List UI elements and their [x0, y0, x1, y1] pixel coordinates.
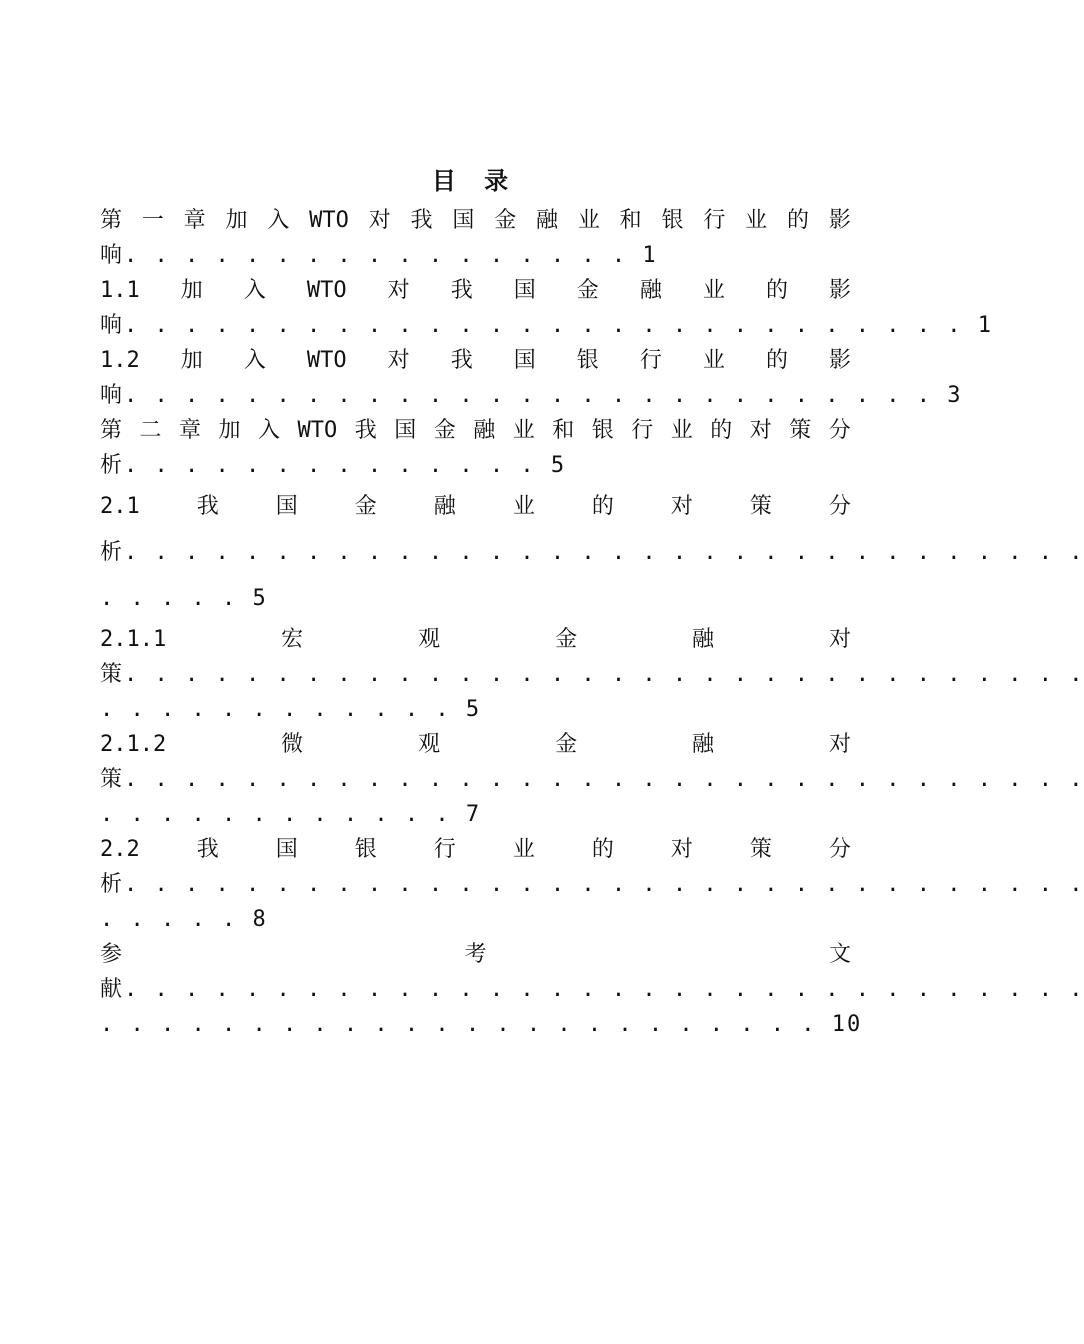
toc-entry-2-1-2-label[interactable]	[100, 728, 851, 762]
toc-token: 业	[577, 208, 600, 233]
toc-token: 金	[354, 494, 377, 519]
toc-entry-references-page: . . . . . . . . . . . . . . . . . . . . . . . . 10	[100, 1012, 863, 1037]
toc-token: 对	[670, 837, 693, 862]
toc-token: 金	[576, 278, 599, 303]
toc-token: 金	[494, 208, 517, 233]
toc-token: 章	[179, 418, 202, 443]
toc-token: 对	[749, 418, 772, 443]
toc-token: 我	[450, 278, 473, 303]
toc-token: 和	[552, 418, 575, 443]
toc-token: 业	[670, 418, 693, 443]
toc-token: 的	[765, 278, 788, 303]
toc-token: 策	[749, 494, 772, 519]
toc-token: 的	[591, 837, 614, 862]
toc-entry-2-1-leader: 析. . . . . . . . . . . . . . . . . . . . . . . . . . . . . . . .	[100, 540, 1084, 565]
toc-token: 国	[275, 837, 298, 862]
toc-token: 对	[670, 494, 693, 519]
toc-token: 入	[267, 208, 290, 233]
toc-token: 行	[703, 208, 726, 233]
toc-token: 策	[749, 837, 772, 862]
toc-token: 对	[387, 348, 410, 373]
toc-token: 观	[418, 732, 441, 757]
toc-token: 加	[180, 348, 203, 373]
toc-token: 银	[661, 208, 684, 233]
toc-token: 金	[555, 627, 578, 652]
toc-token: 2.2	[100, 837, 140, 862]
toc-token: 银	[354, 837, 377, 862]
toc-token: 策	[789, 418, 812, 443]
toc-entry-2-2-leader: 析. . . . . . . . . . . . . . . . . . . . . . . . . . . . . . . .	[100, 872, 1084, 897]
toc-token: 影	[828, 278, 851, 303]
toc-token: 行	[639, 348, 662, 373]
toc-token: 我	[196, 837, 219, 862]
toc-token: 对	[828, 627, 851, 652]
toc-token: 融	[473, 418, 496, 443]
toc-entry-2-1-1-label[interactable]	[100, 623, 851, 657]
toc-entry-2-2-label[interactable]	[100, 833, 851, 867]
toc-token: 的	[786, 208, 809, 233]
toc-token: 业	[512, 837, 535, 862]
toc-entry-1-2-label[interactable]	[100, 344, 851, 378]
toc-token: 国	[452, 208, 475, 233]
toc-token: 分	[828, 494, 851, 519]
toc-token: 银	[576, 348, 599, 373]
toc-entry-1-2-leader: 响. . . . . . . . . . . . . . . . . . . . . . . . . . . 3	[100, 383, 963, 408]
toc-token: 入	[243, 278, 266, 303]
toc-token: 2.1.2	[100, 732, 167, 757]
toc-entry-chapter-1-label[interactable]	[100, 204, 851, 238]
toc-token: 对	[387, 278, 410, 303]
toc-entry-2-1-page: . . . . . 5	[100, 586, 268, 611]
toc-token: WTO	[309, 208, 349, 233]
toc-token: 宏	[281, 627, 304, 652]
toc-entry-chapter-2-leader: 析. . . . . . . . . . . . . . 5	[100, 453, 567, 478]
toc-token: 和	[619, 208, 642, 233]
toc-token: 考	[464, 942, 487, 967]
toc-token: 对	[368, 208, 391, 233]
toc-token: 我	[196, 494, 219, 519]
toc-token: 分	[828, 837, 851, 862]
toc-token: 对	[828, 732, 851, 757]
toc-token: 我	[450, 348, 473, 373]
toc-token: 融	[433, 494, 456, 519]
toc-token: 1.1	[100, 278, 140, 303]
toc-token: 业	[512, 418, 535, 443]
toc-entry-2-1-label[interactable]	[100, 490, 851, 524]
toc-token: 的	[710, 418, 733, 443]
toc-token: 金	[433, 418, 456, 443]
toc-entry-chapter-1-leader: 响. . . . . . . . . . . . . . . . . 1	[100, 243, 658, 268]
toc-token: 影	[828, 208, 851, 233]
toc-token: 融	[536, 208, 559, 233]
toc-token: 二	[139, 418, 162, 443]
toc-token: 金	[555, 732, 578, 757]
toc-token: 的	[765, 348, 788, 373]
toc-token: 参	[100, 942, 123, 967]
toc-token: 国	[513, 278, 536, 303]
toc-entry-chapter-2-label[interactable]	[100, 414, 851, 448]
toc-token: 融	[639, 278, 662, 303]
toc-entry-1-1-label[interactable]	[100, 274, 851, 308]
toc-token: 行	[433, 837, 456, 862]
toc-token: 的	[591, 494, 614, 519]
toc-token: 1.2	[100, 348, 140, 373]
toc-token: 一	[141, 208, 164, 233]
toc-entry-1-1-leader: 响. . . . . . . . . . . . . . . . . . . . . . . . . . . . 1	[100, 313, 993, 338]
toc-token: 业	[745, 208, 768, 233]
toc-token: 业	[702, 278, 725, 303]
toc-entry-references-leader: 献. . . . . . . . . . . . . . . . . . . . . . . . . . . . . . . .	[100, 977, 1084, 1002]
toc-token: 银	[591, 418, 614, 443]
toc-token: 融	[692, 627, 715, 652]
toc-token: 分	[828, 418, 851, 443]
toc-entry-2-2-page: . . . . . 8	[100, 907, 268, 932]
toc-token: 国	[394, 418, 417, 443]
toc-token: 入	[258, 418, 281, 443]
toc-token: 国	[275, 494, 298, 519]
toc-token: 加	[225, 208, 248, 233]
toc-entry-2-1-2-page: . . . . . . . . . . . . 7	[100, 802, 482, 827]
toc-token: 影	[828, 348, 851, 373]
toc-token: WTO	[297, 418, 338, 443]
page-title: 目 录	[431, 167, 519, 195]
toc-entry-2-1-1-page: . . . . . . . . . . . . 5	[100, 697, 482, 722]
toc-token: 第	[100, 208, 123, 233]
toc-token: WTO	[306, 348, 347, 373]
toc-token: 2.1	[100, 494, 140, 519]
toc-token: 加	[180, 278, 203, 303]
toc-token: 加	[218, 418, 241, 443]
toc-token: 观	[418, 627, 441, 652]
toc-entry-2-1-1-leader: 策. . . . . . . . . . . . . . . . . . . . . . . . . . . . . . . .	[100, 662, 1084, 687]
toc-token: 我	[410, 208, 433, 233]
toc-token: 章	[183, 208, 206, 233]
toc-token: 融	[692, 732, 715, 757]
toc-entry-references-label[interactable]	[100, 938, 851, 972]
toc-token: 微	[281, 732, 304, 757]
toc-token: 我	[354, 418, 377, 443]
toc-token: 国	[513, 348, 536, 373]
toc-token: 入	[243, 348, 266, 373]
toc-entry-2-1-2-leader: 策. . . . . . . . . . . . . . . . . . . . . . . . . . . . . . . .	[100, 767, 1084, 792]
toc-token: 文	[828, 942, 851, 967]
toc-token: WTO	[306, 278, 347, 303]
toc-token: 业	[512, 494, 535, 519]
toc-token: 行	[631, 418, 654, 443]
toc-token: 第	[100, 418, 123, 443]
toc-token: 2.1.1	[100, 627, 167, 652]
toc-token: 业	[702, 348, 725, 373]
